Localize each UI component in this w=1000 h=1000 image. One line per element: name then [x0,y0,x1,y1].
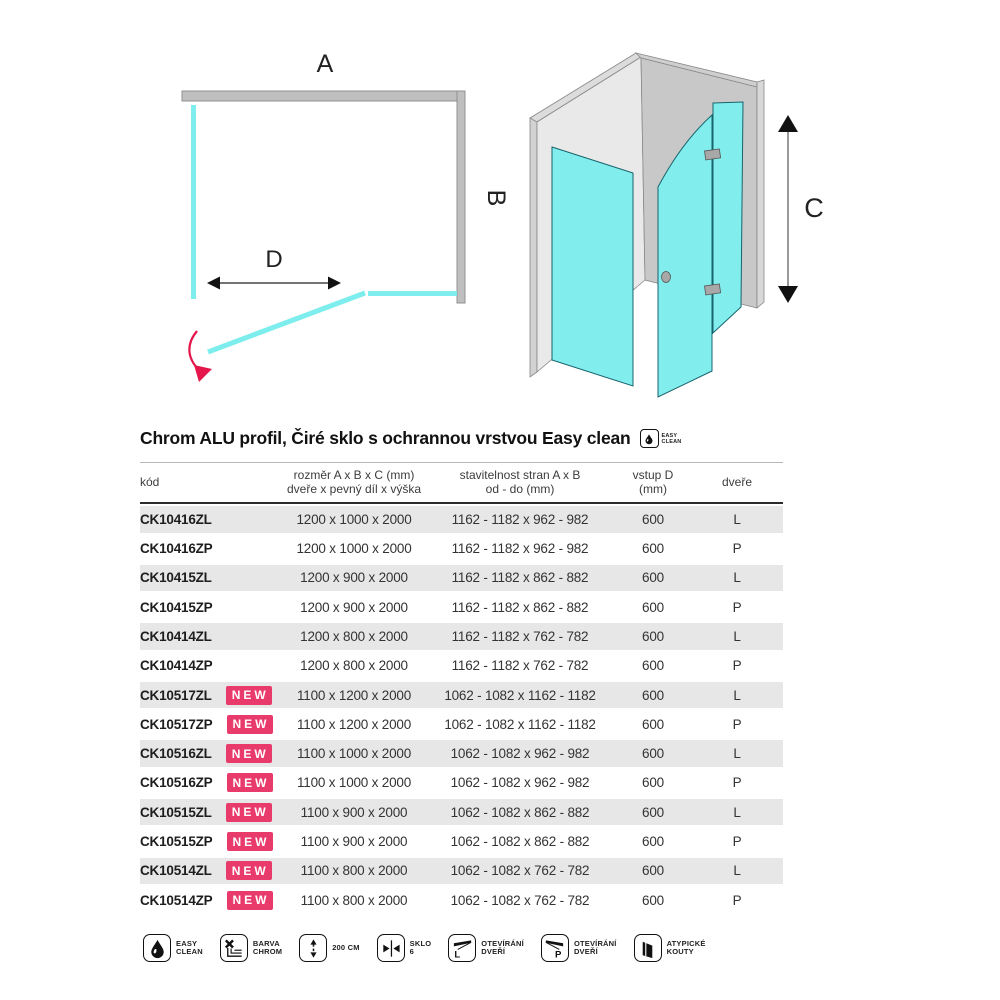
title-row [140,428,681,449]
glass-panel-left [552,147,633,386]
entry-value: 600 [642,775,664,791]
size-value: 1200 x 1000 x 2000 [296,511,412,527]
chrome-color-icon [220,934,248,962]
table-body [140,506,783,913]
new-badge: NEW [226,744,272,763]
table-row [140,594,783,621]
entry-value: 600 [642,599,664,615]
easy-clean-badge-label: EASY CLEAN [661,432,682,445]
adjust-value: 1062 - 1082 x 962 - 982 [450,775,590,791]
glass-panel-fixed [713,102,743,333]
adjust-value: 1062 - 1082 x 1162 - 1182 [444,687,596,703]
door-open-right-icon [541,934,569,962]
wall-left-edge [530,114,537,377]
adjust-value: 1162 - 1182 x 762 - 782 [451,628,589,644]
wall-top [182,91,465,101]
drop-icon [143,934,171,962]
adjust-value: 1062 - 1082 x 1162 - 1182 [444,716,596,732]
size-value: 1100 x 1000 x 2000 [297,775,411,791]
legend-label: ATYPICKÉ KOUTY [666,938,706,956]
header-door: dveře [721,475,753,489]
door-swing-arrow [189,331,199,370]
product-code: CK10416ZL [140,511,212,527]
glass-fixed-left [191,105,196,299]
table-header [140,462,783,504]
new-badge: NEW [227,773,273,792]
table-row [140,828,783,855]
legend-item [448,934,524,962]
entry-value: 600 [642,541,664,557]
adjust-value: 1062 - 1082 x 762 - 782 [450,892,590,908]
header-size: rozměr A x B x C (mm) dveře x pevný díl x výška [286,468,422,496]
door-knob [662,272,671,283]
adjust-value: 1062 - 1082 x 762 - 782 [450,863,590,879]
new-badge: NEW [226,686,272,705]
size-value: 1200 x 800 x 2000 [300,628,408,644]
glass-door-open [208,293,365,352]
product-code: CK10415ZL [140,570,212,586]
door-open-left-icon [448,934,476,962]
product-code: CK10517ZL NEW [140,686,283,705]
door-value: L [733,511,741,527]
hinge-top [705,149,721,160]
easy-clean-badge [640,429,682,448]
table-row [140,799,783,826]
header-adjust: stavitelnost stran A x B od - do (mm) [459,468,581,496]
legend-item [220,934,282,962]
size-value: 1200 x 900 x 2000 [300,570,408,586]
drop-icon [640,429,659,448]
entry-value: 600 [642,746,664,762]
svg-text:P: P [555,949,562,960]
adjust-value: 1162 - 1182 x 862 - 882 [451,570,589,586]
product-code: CK10414ZL [140,628,212,644]
table-row [140,506,783,533]
size-value: 1200 x 1000 x 2000 [296,541,412,557]
product-code: CK10515ZP NEW [140,832,283,851]
table-row [140,858,783,885]
product-code: CK10514ZL NEW [140,861,283,880]
legend-item [299,934,359,962]
adjust-value: 1062 - 1082 x 962 - 982 [450,746,590,762]
door-value: L [733,746,741,762]
atypical-corner-icon [634,934,662,962]
arrowhead-down [778,286,798,303]
door-value: L [733,804,741,820]
size-value: 1200 x 900 x 2000 [300,599,408,615]
adjust-value: 1062 - 1082 x 862 - 882 [450,804,590,820]
size-value: 1100 x 1200 x 2000 [297,687,411,703]
door-value: P [732,775,742,791]
door-value: L [733,863,741,879]
entry-value: 600 [642,834,664,850]
wall-right-edge [757,80,764,308]
header-entry: vstup D (mm) [632,468,674,496]
entry-value: 600 [642,687,664,703]
legend-label: SKLO 6 [409,938,432,956]
table-row [140,652,783,679]
table-row [140,623,783,650]
legend-label: OTEVÍRÁNÍ DVEŘÍ [573,938,617,956]
table-row [140,887,783,914]
new-badge: NEW [227,891,273,910]
door-value: L [733,687,741,703]
entry-value: 600 [642,658,664,674]
plan-view-diagram [150,40,510,390]
legend-label: BARVA CHROM [252,938,283,956]
page-title: Chrom ALU profil, Čiré sklo s ochrannou vrstvou Easy clean [140,428,631,448]
dimension-label-a: A [316,50,334,78]
table-row [140,682,783,709]
size-value: 1100 x 800 x 2000 [300,863,408,879]
legend-label: EASY CLEAN [176,938,203,956]
door-value: P [732,541,742,557]
door-value: L [733,570,741,586]
adjust-value: 1162 - 1182 x 962 - 982 [451,511,589,527]
adjust-value: 1162 - 1182 x 962 - 982 [451,541,589,557]
legend-item [143,934,203,962]
adjust-value: 1162 - 1182 x 762 - 782 [451,658,589,674]
spec-table [140,462,783,916]
door-value: P [732,658,742,674]
product-code: CK10416ZP [140,541,213,557]
table-row [140,535,783,562]
new-badge: NEW [227,715,273,734]
adjust-value: 1062 - 1082 x 862 - 882 [450,834,590,850]
size-value: 1200 x 800 x 2000 [300,658,408,674]
size-value: 1100 x 1200 x 2000 [297,716,411,732]
product-code: CK10517ZP NEW [140,715,283,734]
product-code: CK10515ZL NEW [140,803,283,822]
size-value: 1100 x 900 x 2000 [300,834,408,850]
arrowhead-up [778,115,798,132]
entry-value: 600 [642,511,664,527]
entry-value: 600 [642,863,664,879]
arrowhead-left [207,277,220,290]
glass-thickness-icon [377,934,405,962]
dimension-label-d: D [265,246,283,273]
adjust-value: 1162 - 1182 x 862 - 882 [451,599,589,615]
iso-view-diagram [520,30,840,405]
wall-right [457,91,465,303]
entry-value: 600 [642,804,664,820]
dimension-label-b: B [482,189,510,207]
door-value: L [733,628,741,644]
product-code: CK10415ZP [140,599,213,615]
door-value: P [732,834,742,850]
entry-value: 600 [642,716,664,732]
size-value: 1100 x 1000 x 2000 [297,746,411,762]
door-value: P [732,716,742,732]
entry-value: 600 [642,628,664,644]
new-badge: NEW [226,803,272,822]
door-value: P [732,599,742,615]
door-value: P [732,892,742,908]
new-badge: NEW [226,861,272,880]
legend-item [634,934,706,962]
arrowhead-right [328,277,341,290]
entry-value: 600 [642,892,664,908]
table-row [140,565,783,592]
product-code: CK10514ZP NEW [140,891,283,910]
dimension-label-c: C [804,193,824,223]
product-code: CK10414ZP [140,658,213,674]
legend [143,934,706,962]
legend-label: 200 CM [332,942,360,952]
svg-text:L: L [454,949,461,960]
legend-label: OTEVÍRÁNÍ DVEŘÍ [481,938,524,956]
legend-item [541,934,617,962]
header-code: kód [140,475,160,489]
entry-value: 600 [642,570,664,586]
door-swing-arrowhead [194,365,212,382]
size-value: 1100 x 800 x 2000 [300,892,408,908]
table-row [140,770,783,797]
product-code: CK10516ZL NEW [140,744,283,763]
table-row [140,740,783,767]
height-arrow-icon [299,934,327,962]
hinge-bottom [705,284,721,295]
table-row [140,711,783,738]
new-badge: NEW [227,832,273,851]
size-value: 1100 x 900 x 2000 [300,804,408,820]
legend-item [377,934,432,962]
product-code: CK10516ZP NEW [140,773,283,792]
